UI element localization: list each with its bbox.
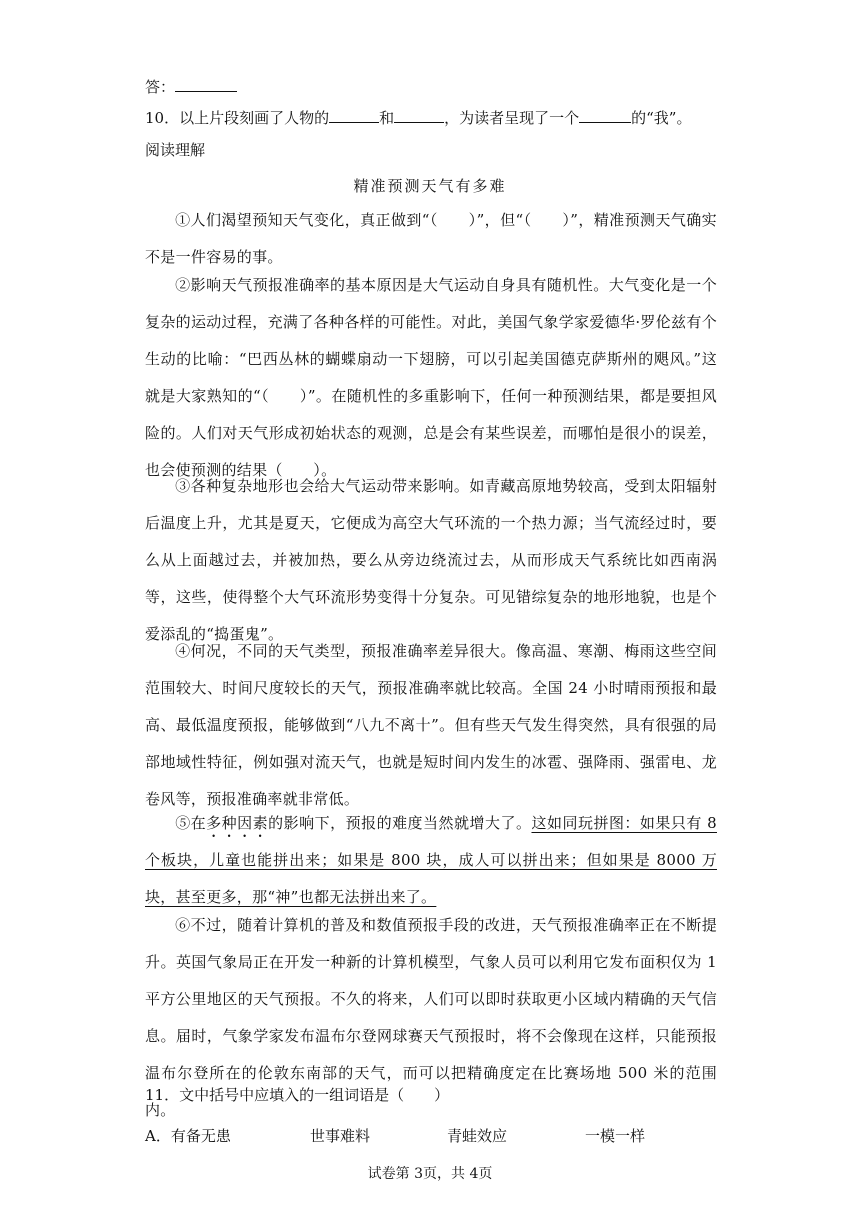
page-footer: 试卷第 3页，共 4页 bbox=[367, 1166, 493, 1182]
paragraph-5-prefix: ⑤在 bbox=[175, 814, 207, 832]
paragraph-6-text: ⑥不过，随着计算机的普及和数值预报手段的改进，天气预报准确率正在不断提升。英国气象局正在开发一种新的计算机模型，气象人员可以利用它发布面积仅为 1 平方公里地区的天气预报。不久的将来，人们可以即时获取更小区域内精确的天气信息。届时，气象学家发布温布尔登网球赛天气预报时，将不会像现在这样，只能预报温布尔登所在的伦敦东南部的天气，而可以把精确度定在比赛场地 500 米的范围内。 bbox=[145, 916, 717, 1119]
paragraph-1-text: ①人们渴望预知天气变化，真正做到“（ ）”，但“（ ）”，精准预测天气确实不是一件容易的事。 bbox=[145, 211, 717, 266]
q10-text-1: 10．以上片段刻画了人物的 bbox=[145, 109, 330, 127]
paragraph-5-underlined-sentence: 这如同玩拼图：如果只有 8 个板块，儿童也能拼出来；如果是 800 块，成人可以拼出来；但如果是 8000 万块，甚至更多，那“神”也都无法拼出来了。 bbox=[145, 814, 717, 906]
q10-text-4: 的“我”。 bbox=[631, 109, 692, 127]
question-10 bbox=[145, 108, 691, 128]
q10-text-2: 和 bbox=[379, 109, 395, 127]
answer-blank bbox=[175, 77, 237, 92]
q10-blank-3 bbox=[579, 108, 631, 123]
option-a-word-2: 世事难料 bbox=[310, 1127, 371, 1145]
paragraph-3 bbox=[145, 468, 717, 653]
paragraph-4 bbox=[145, 633, 717, 818]
q10-text-3: ，为读者呈现了一个 bbox=[444, 109, 580, 127]
paragraph-3-text: ③各种复杂地形也会给大气运动带来影响。如青藏高原地势较高，受到太阳辐射后温度上升，尤其是夏天，它便成为高空大气环流的一个热力源；当气流经过时，要么从上面越过去，并被加热，要么从旁边绕流过去，从而形成天气系统比如西南涡等，这些，使得整个大气环流形势变得十分复杂。可见错综复杂的地形地貌，也是个爱添乱的“捣蛋鬼”。 bbox=[145, 477, 717, 643]
paragraph-1 bbox=[145, 202, 717, 276]
paragraph-5-dotted-words: 多种因素 bbox=[206, 814, 269, 832]
option-a-word-3: 青蛙效应 bbox=[447, 1127, 508, 1145]
paragraph-5-mid: 的影响下，预报的难度当然就增大了。 bbox=[268, 814, 532, 832]
section-label: 阅读理解 bbox=[145, 141, 206, 159]
paragraph-4-text: ④何况，不同的天气类型，预报准确率差异很大。像高温、寒潮、梅雨这些空间范围较大、时间尺度较长的天气，预报准确率就比较高。全国 24 小时晴雨预报和最高、最低温度预报，能够做到“八九不离十”。但有些天气发生得突然，具有很强的局部地域性特征，例如强对流天气，也就是短时间内发生的冰雹、强降雨、强雷电、龙卷风等，预报准确率就非常低。 bbox=[145, 642, 717, 808]
answer-label: 答： bbox=[145, 78, 176, 96]
answer-line bbox=[145, 77, 237, 97]
question-11-stem: 11．文中括号中应填入的一组词语是（ ） bbox=[145, 1086, 450, 1104]
paragraph-5 bbox=[145, 805, 717, 916]
option-a-word-4: 一模一样 bbox=[585, 1127, 646, 1145]
q10-blank-1 bbox=[329, 108, 379, 123]
q10-blank-2 bbox=[394, 108, 444, 123]
paragraph-2-text: ②影响天气预报准确率的基本原因是大气运动自身具有随机性。大气变化是一个复杂的运动过程，充满了各种各样的可能性。对此，美国气象学家爱德华·罗伦兹有个生动的比喻：“巴西丛林的蝴蝶扇动一下翅膀，可以引起美国德克萨斯州的飓风。”这就是大家熟知的“（ ）”。在随机性的多重影响下，任何一种预测结果，都是要担风险的。人们对天气形成初始状态的观测，总是会有某些误差，而哪怕是很小的误差，也会使预测的结果（ ）。 bbox=[145, 276, 717, 479]
option-a-word-1: A．有备无患 bbox=[145, 1127, 231, 1145]
article-title: 精准预测天气有多难 bbox=[353, 177, 507, 195]
paragraph-2 bbox=[145, 267, 717, 489]
